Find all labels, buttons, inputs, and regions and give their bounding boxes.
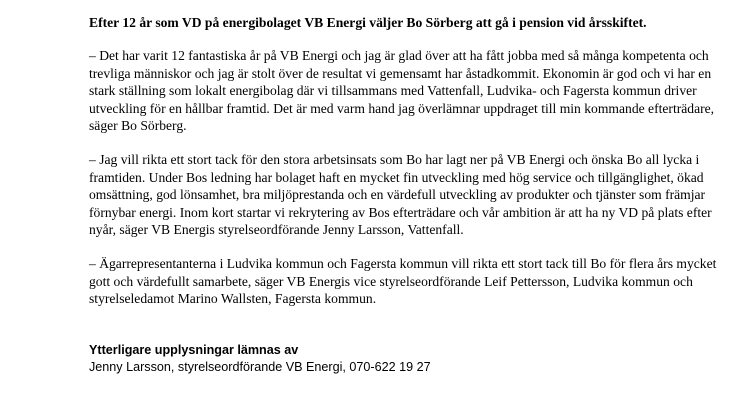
body-paragraph-1: – Det har varit 12 fantastiska år på VB Energi och jag är glad över att ha fått jobba med så många kompetenta och trevliga människor och jag är stolt över de resultat vi gemensamt har åstadkommit. Ekonomin är god och vi har en stark ställning som lokalt energibolag där vi tillsammans med Vattenfall, Ludvika- och Fagersta kommun driver utveckling för en hållbar framtid. Det är med varm hand jag överlämnar uppdraget till min kommande efterträdare, säger Bo Sörberg.	[89, 48, 715, 134]
body-paragraph-2: – Jag vill rikta ett stort tack för den stora arbetsinsats som Bo har lagt ner på VB Energi och önska Bo all lycka i framtiden. Under Bos ledning har bolaget haft en mycket fin utveckling med hög service och tillgänglighet, ökad omsättning, god lönsamhet, bra miljöprestanda och en värdefull utveckling av produkter och tjänster som främjar förnybar energi. Inom kort startar vi rekrytering av Bos efterträdare och vår ambition är att ha ny VD på plats efter nyår, säger VB Energis styrelseordförande Jenny Larsson, Vattenfall.	[89, 152, 712, 238]
press-release-page	[89, 14, 729, 375]
lead-paragraph: Efter 12 år som VD på energibolaget VB Energi väljer Bo Sörberg att gå i pension vid årsskiftet.	[89, 15, 647, 30]
body-paragraph-3: – Ägarrepresentanterna i Ludvika kommun och Fagersta kommun vill rikta ett stort tack till Bo för flera års mycket gott och värdefullt samarbete, säger VB Energis vice styrelseordförande Leif Pettersson, Ludvika kommun och styrelseledamot Marino Wallsten, Fagersta kommun.	[89, 256, 717, 307]
contact-line: Jenny Larsson, styrelseordförande VB Energi, 070-622 19 27	[89, 359, 431, 374]
contact-heading: Ytterligare upplysningar lämnas av	[89, 342, 299, 357]
